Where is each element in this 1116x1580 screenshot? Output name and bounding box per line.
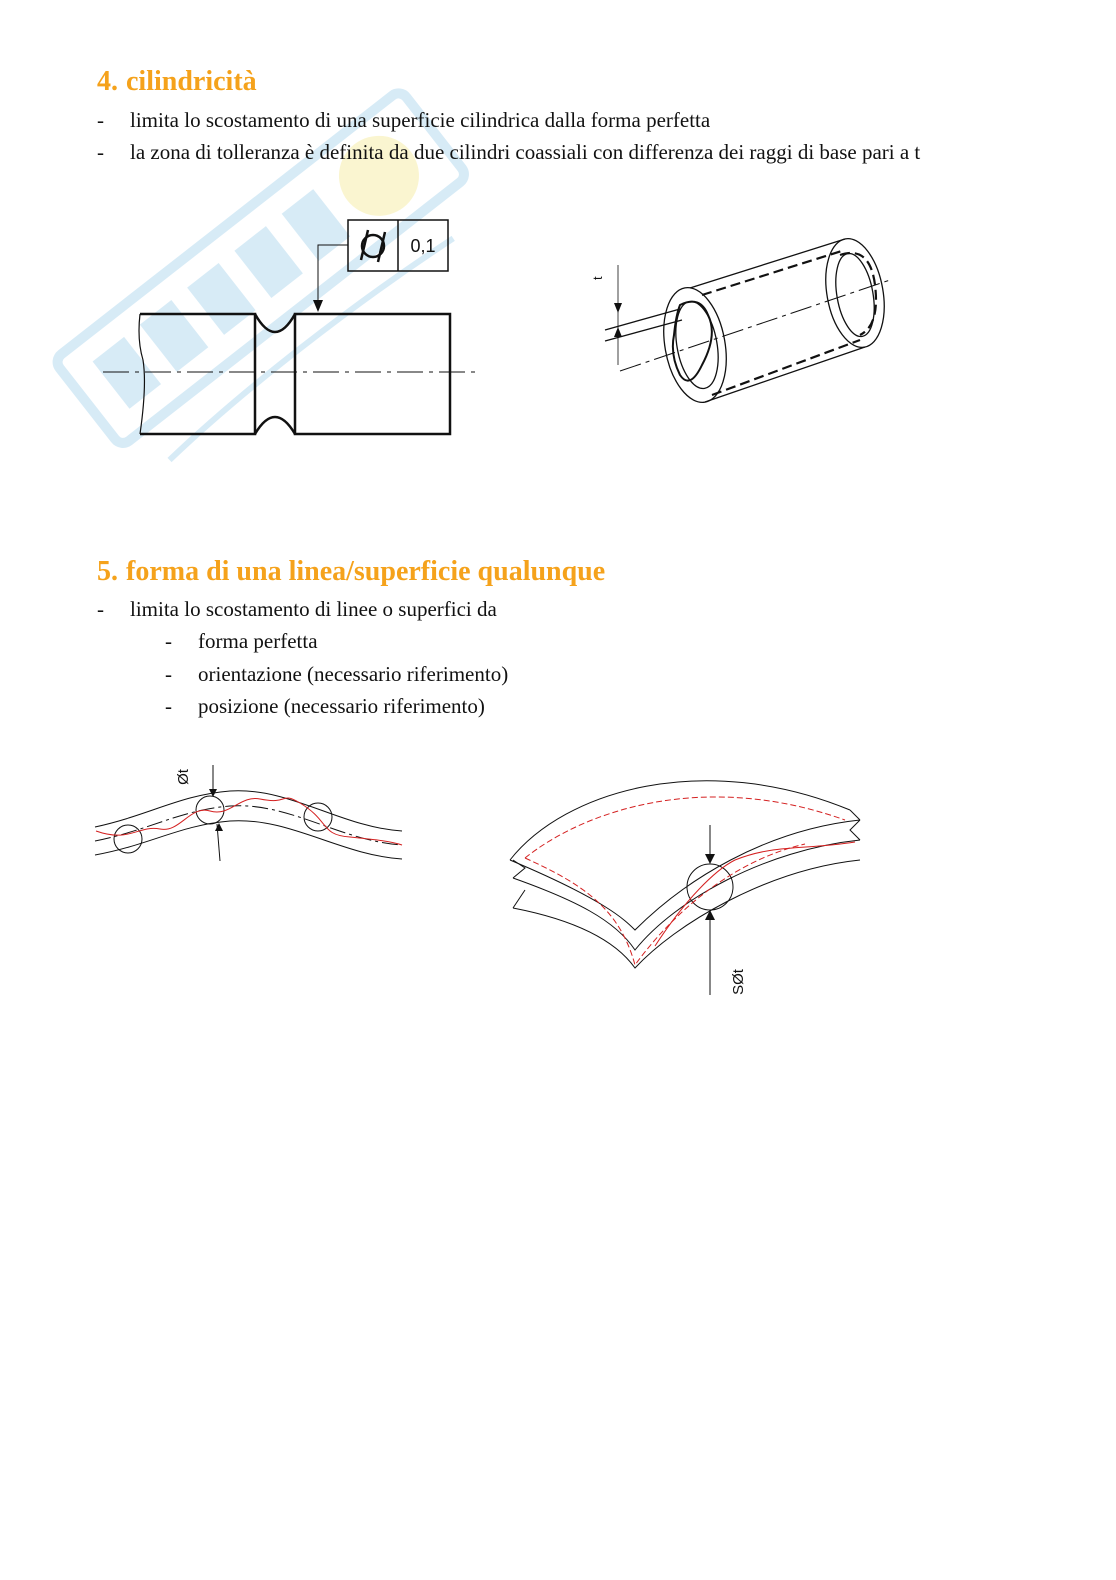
tolerance-value: 0,1	[410, 236, 436, 256]
sub-list-item: - orientazione (necessario riferimento)	[165, 662, 509, 686]
list-item: - limita lo scostamento di una superficie cilindrica dalla forma perfetta	[97, 108, 711, 132]
surface-profile-drawing	[505, 750, 875, 1005]
surface-profile-label: SØt	[730, 969, 747, 995]
list-item: - limita lo scostamento di linee o superfici da	[97, 597, 497, 621]
zone-width-label: t	[590, 276, 605, 280]
sub-list-item: - forma perfetta	[165, 629, 318, 653]
line-profile-label: Øt	[175, 769, 192, 785]
shaft-cylindricity-drawing	[95, 210, 495, 450]
list-item: - la zona di tolleranza è definita da due cilindri coassiali con differenza dei raggi di base pari a t	[97, 140, 921, 164]
sub-list-item: - posizione (necessario riferimento)	[165, 694, 485, 718]
cylinder-tolerance-zone-drawing	[590, 225, 900, 415]
line-profile-drawing	[90, 755, 410, 875]
section-5-heading: 5. forma di una linea/superficie qualunque	[97, 556, 606, 587]
section-4-heading: 4. cilindricità	[97, 66, 257, 97]
cylindricity-symbol-icon	[361, 230, 385, 262]
